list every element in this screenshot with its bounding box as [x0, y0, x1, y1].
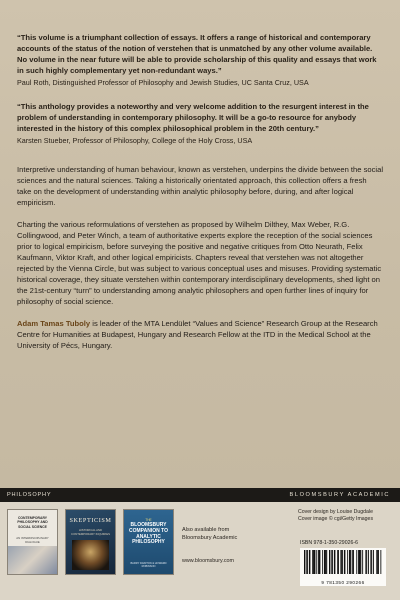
publisher-label: BLOOMSBURY ACADEMIC [289, 492, 390, 498]
barcode-bar [344, 550, 345, 574]
barcode-bar [371, 550, 372, 574]
author-name: Adam Tamas Tuboly [17, 319, 91, 328]
cover-credits [298, 509, 392, 523]
barcode-bar [380, 550, 381, 574]
related-book-subtitle: AN INTERDISCIPLINARY DIALOGUE [16, 536, 49, 544]
footer-band [0, 488, 400, 600]
subject-label: PHILOSOPHY [7, 492, 52, 498]
barcode-bar [318, 550, 319, 574]
barcode-bar [376, 550, 377, 574]
barcode-bar [366, 550, 367, 574]
barcode-bar [347, 550, 348, 574]
related-book-title: BLOOMSBURY COMPANION TO ANALYTIC PHILOSOPHY [129, 522, 168, 546]
barcode-bar [377, 550, 378, 574]
endorsement-2 [17, 101, 383, 147]
endorsement-attribution: Karsten Stueber, Professor of Philosophy, College of the Holy Cross, USA [17, 135, 253, 145]
barcode-bar [378, 550, 379, 574]
barcode-bar [314, 550, 315, 574]
description-paragraph: Charting the various reformulations of verstehen as proposed by Wilhelm Dilthey, Max Weber, R.G. Collingwood, and Peter Winch, a team of authoritative experts explore the reception of the social sciences prior to logical empiricism, before surveying the positive and negative critiques from Otto Neurath, Felix Kaufmann, Viktor Kraft, and other logical empiricists. Chapters reveal that verstehen was not altogether rejected by the Vienna Circle, but was subject to various conceptual uses and misuses. Providing systematic historical coverage, they situate verstehen within contemporary interdisciplinary developments, shed light on the 21st-century “turn” to understanding among analytic philosophers and open further lines of inquiry for philosophy of social science. [17, 220, 382, 306]
publisher-website: www.bloomsbury.com [182, 558, 235, 564]
related-book-cover [124, 510, 173, 574]
footer-bar [0, 488, 400, 502]
isbn: ISBN 978-1-350-29026-6 [300, 540, 358, 546]
barcode-bar [313, 550, 314, 574]
barcode-bar [319, 550, 320, 574]
related-book-subtitle: HISTORICAL AND CONTEMPORARY INQUIRIES [71, 528, 110, 536]
barcode-bar [362, 550, 363, 574]
related-book-artwork [72, 540, 109, 570]
barcode-bar [352, 550, 353, 574]
barcode-bar [368, 550, 369, 574]
barcode-bar [356, 550, 357, 574]
endorsement-quote: “This anthology provides a noteworthy and very welcome addition to the resurgent interest in the problem of understanding in contemporary philosophy. It will be a go-to resource for anybody interested in the history of this complex philosophical problem in the 20th century.” [17, 101, 369, 133]
back-cover-content [17, 32, 383, 362]
barcode-bar [331, 550, 332, 574]
related-book-editors: BARRY DAINTON & HOWARD ROBINSON [130, 562, 167, 568]
barcode-bar [360, 550, 361, 574]
related-book-title: CONTEMPORARY PHILOSOPHY AND SOCIAL SCIENCE [17, 516, 48, 529]
related-book-artwork [8, 546, 57, 574]
barcode-bar [324, 550, 325, 574]
barcode [300, 548, 386, 586]
barcode-bar [309, 550, 310, 574]
related-book-cover [66, 510, 115, 574]
related-book-title: SKEPTICISM [69, 517, 112, 524]
endorsement-attribution: Paul Roth, Distinguished Professor of Philosophy and Jewish Studies, UC Santa Cruz, USA [17, 78, 309, 87]
barcode-bar [359, 550, 360, 574]
barcode-bar [316, 550, 317, 574]
barcode-bar [350, 550, 351, 574]
barcode-number: 9 781350 290266 [321, 580, 365, 585]
barcode-bar [326, 550, 327, 574]
barcode-bar [338, 550, 339, 574]
endorsement-1 [17, 32, 383, 89]
barcode-bar [306, 550, 307, 574]
barcode-bar [334, 550, 335, 574]
barcode-bar [322, 550, 323, 574]
related-book-cover [8, 510, 57, 574]
barcode-bar [349, 550, 350, 574]
barcode-bar [342, 550, 343, 574]
endorsement-quote: “This volume is a triumphant collection of essays. It offers a range of historical and contemporary accounts of the status of the notion of verstehen that is unmatched by any other volume available. No volume in the near future will be able to provide scholarship of this quality and essays that work in such highly complementary yet non-redundant ways.” [17, 33, 377, 75]
barcode-bar [365, 550, 366, 574]
barcode-bar [329, 550, 330, 574]
barcode-bar [370, 550, 371, 574]
barcode-bar [353, 550, 354, 574]
barcode-bar [312, 550, 313, 574]
barcode-bar [337, 550, 338, 574]
description-paragraph: Interpretive understanding of human behaviour, known as verstehen, underpins the divide between the social sciences and the natural sciences. Taking a historically orientated approach, this collection offers a fresh take on the development of understanding within analytic philosophy before, during, and after logical empiricism. [17, 165, 384, 207]
barcode-bar [304, 550, 305, 574]
barcode-bar [307, 550, 308, 574]
author-bio [17, 318, 383, 351]
cover-design-credit: Cover design by Louise Dugdale [298, 509, 373, 515]
related-book-kicker: THE [145, 518, 152, 522]
barcode-bar [340, 550, 341, 574]
also-available: Also available from Bloomsbury Academic [182, 527, 238, 541]
barcode-bar [325, 550, 326, 574]
cover-image-credit: Cover image © cgi/Getty Images [298, 516, 374, 522]
barcode-bar [358, 550, 359, 574]
barcode-bar [332, 550, 333, 574]
barcode-bars [300, 548, 386, 578]
barcode-bar [341, 550, 342, 574]
author-bio-text: is leader of the MTA Lendület “Values and Science” Research Group at the Research Centre for Humanities at Budapest, Hungary and Research Fellow at the ITD in the Medical School at the University of Pécs, Hungary. [17, 319, 378, 350]
barcode-bar [373, 550, 374, 574]
related-books [8, 510, 218, 576]
